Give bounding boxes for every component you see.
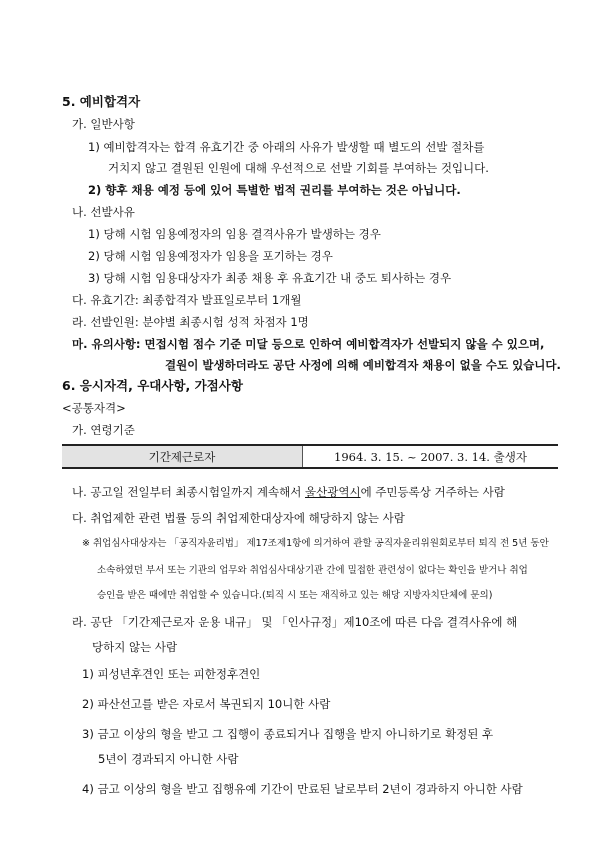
note-line-3: 승인을 받은 때에만 취업할 수 있습니다.(퇴직 시 또는 재직하고 있는 해당 지방자치단체에 문의) <box>97 590 493 601</box>
item-na-3: 3) 당해 시험 임용대상자가 최종 채용 후 유효기간 내 중도 퇴사하는 경우 <box>88 271 452 285</box>
item-na-2: 2) 당해 시험 임용예정자가 임용을 포기하는 경우 <box>88 249 333 263</box>
item-residence: 나. 공고일 전일부터 최종시험일까지 계속해서 울산광역시에 주민등록상 거주하는 사람 <box>72 485 505 499</box>
disq-1: 1) 피성년후견인 또는 피한정후견인 <box>82 667 261 681</box>
item-na: 나. 선발사유 <box>72 205 135 219</box>
item-employment-restriction: 다. 취업제한 관련 법률 등의 취업제한대상자에 해당하지 않는 사람 <box>72 511 405 525</box>
note-line-1: ※ 취업심사대상자는 「공직자윤리법」 제17조제1항에 의거하여 관할 공직자윤리위원회로부터 퇴직 전 5년 동안 <box>82 538 549 549</box>
item-ga-1b: 거치지 않고 결원된 인원에 대해 우선적으로 선발 기회를 부여하는 것입니다. <box>108 161 489 175</box>
item-disqualification-b: 당하지 않는 사람 <box>92 640 178 654</box>
item-ma-b: 결원이 발생하더라도 공단 사정에 의해 예비합격자 채용이 없을 수도 있습니다. <box>165 358 561 372</box>
section-5-title: 5. 예비합격자 <box>62 94 141 109</box>
item-ra: 라. 선발인원: 분야별 최종시험 성적 차점자 1명 <box>72 315 309 329</box>
age-table-value: 1964. 3. 15. ~ 2007. 3. 14. 출생자 <box>303 445 559 468</box>
note-line-2: 소속하였던 부서 또는 기관의 업무와 취업심사대상기관 간에 밀접한 관련성이 없다는 확인을 받거나 취업 <box>97 565 528 576</box>
item-ma-a: 마. 유의사항: 면접시험 점수 기준 미달 등으로 인하여 예비합격자가 선발되지 않을 수 있으며, <box>72 337 545 351</box>
section-6-title: 6. 응시자격, 우대사항, 가점사항 <box>62 378 243 393</box>
item-na-1: 1) 당해 시험 임용예정자의 임용 결격사유가 발생하는 경우 <box>88 227 381 241</box>
item-disqualification-a: 라. 공단 「기간제근로자 운용 내규」 및 「인사규정」제10조에 따른 다음 결격사유에 해 <box>72 615 518 629</box>
item-age: 가. 연령기준 <box>72 423 135 437</box>
item-ga: 가. 일반사항 <box>72 117 135 131</box>
common-qualification: <공통자격> <box>62 401 126 415</box>
region-name: 울산광역시 <box>305 485 361 499</box>
disq-4: 4) 금고 이상의 형을 받고 집행유예 기간이 만료된 날로부터 2년이 경과하지 아니한 사람 <box>82 782 523 796</box>
disq-3b: 5년이 경과되지 아니한 사람 <box>98 752 239 766</box>
age-table <box>62 444 558 469</box>
item-ga-2: 2) 향후 채용 예정 등에 있어 특별한 법적 권리를 부여하는 것은 아닙니다. <box>88 183 461 197</box>
disq-2: 2) 파산선고를 받은 자로서 복권되지 10니한 사람 <box>82 697 331 711</box>
item-ga-1a: 1) 예비합격자는 합격 유효기간 중 아래의 사유가 발생할 때 별도의 선발 절차를 <box>88 140 485 154</box>
disq-3a: 3) 금고 이상의 형을 받고 그 집행이 종료되거나 집행을 받지 아니하기로 확정된 후 <box>82 727 494 741</box>
age-table-label: 기간제근로자 <box>62 445 303 468</box>
item-da: 다. 유효기간: 최종합격자 발표일로부터 1개월 <box>72 293 302 307</box>
